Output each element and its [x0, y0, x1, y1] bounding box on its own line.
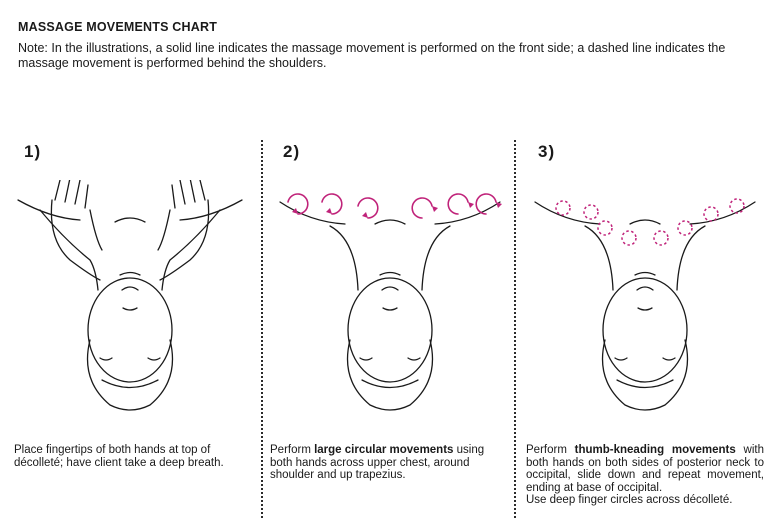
hands-on-decollete-illustration	[10, 180, 250, 420]
step-2-caption	[270, 444, 508, 482]
step-2-caption-tail: using both hands across upper chest, around shoulder and up trapezius.	[270, 444, 485, 481]
step-3-number: 3)	[538, 142, 556, 161]
step-1-caption-lead: Place fingertips of both hands at top of décolleté; have client take a deep breath.	[14, 444, 224, 469]
step-3-caption-lead: Perform	[526, 444, 575, 456]
step-3-caption	[526, 444, 764, 507]
step-3-caption-bold: thumb-kneading movements	[574, 444, 736, 456]
step-2-caption-lead: Perform	[270, 444, 315, 456]
chart-note: Note: In the illustrations, a solid line indicates the massage movement is performed on the front side; a dashed line indicates the massage movement is performed behind the shoulders.	[18, 41, 726, 70]
column-divider-2	[514, 140, 516, 518]
circular-movements-illustration	[270, 180, 510, 420]
column-divider-1	[261, 140, 263, 518]
step-1-caption	[14, 444, 250, 469]
step-2-number: 2)	[283, 142, 301, 161]
chart-title: MASSAGE MOVEMENTS CHART	[18, 20, 218, 34]
step-2-caption-bold: large circular movements	[314, 444, 454, 456]
thumb-kneading-illustration	[525, 180, 765, 420]
step-3-caption-extra: Use deep finger circles across décolleté.	[526, 494, 733, 506]
step-3-caption-tail: with both hands on both sides of posterior neck to occipital, slide down and repeat movement, ending at base of occipital.	[526, 444, 764, 494]
step-1-number: 1)	[24, 142, 42, 161]
